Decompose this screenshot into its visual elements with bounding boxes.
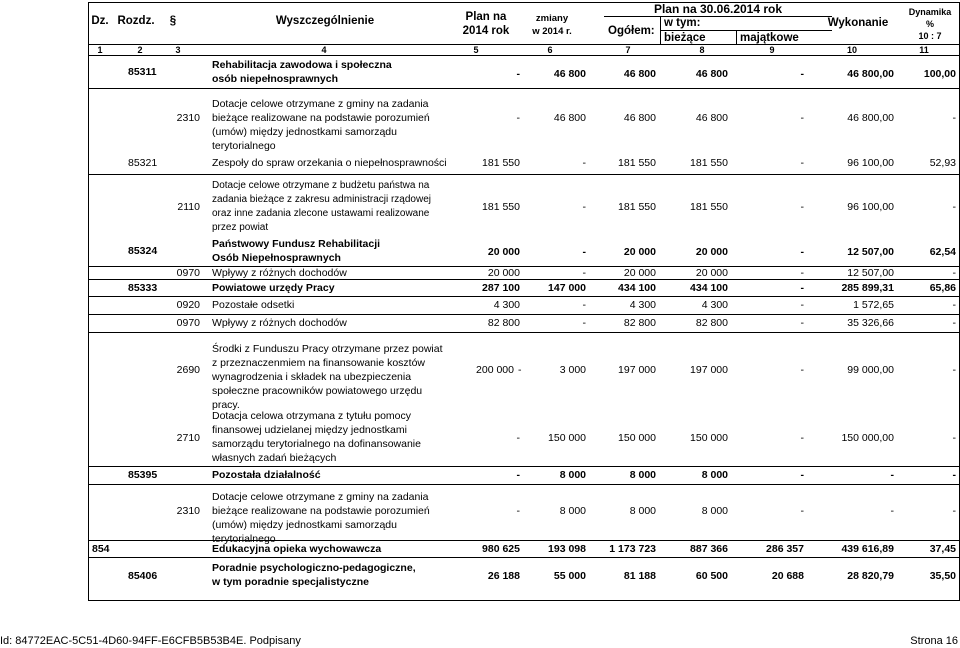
row-plan: 200 000 (476, 364, 514, 376)
row-biezace: 60 500 (695, 570, 728, 582)
row-majatkowe: - (800, 267, 804, 279)
row-wykonanie: 439 616,89 (841, 543, 894, 555)
row-zmiany: 150 000 (548, 432, 586, 444)
row-description: Państwowy Fundusz Rehabilitacji Osób Niepełnosprawnych (212, 238, 381, 264)
row-dynamika: - (952, 317, 956, 329)
column-number: 5 (473, 45, 479, 55)
row-majatkowe: - (800, 246, 804, 258)
row-code: 85321 (128, 157, 158, 169)
header-paragraf: § (169, 15, 177, 27)
row-code: 2110 (177, 201, 200, 213)
row-ogolem: 4 300 (629, 299, 656, 311)
row-plan: 181 550 (482, 201, 520, 213)
row-biezace: 197 000 (690, 364, 728, 376)
header-dynamika: Dynamika (908, 7, 952, 17)
row-biezace: 887 366 (690, 543, 728, 555)
row-wykonanie: 46 800,00 (847, 112, 894, 124)
row-plan: 20 000 (487, 246, 520, 258)
row-zmiany: - (582, 317, 586, 329)
row-zmiany: - (582, 157, 586, 169)
row-description: Poradnie psychologiczno-pedagogiczne, w tym poradnie specjalistyczne (212, 562, 416, 588)
row-code: 85395 (128, 469, 158, 481)
row-description: Środki z Funduszu Pracy otrzymane przez powiat z przeznaczenmiem na finansowanie kosztów wynagrodzenia i składek na ubezpieczenia społeczne pracowników powiatowego urzędu pracy. (212, 343, 443, 411)
row-plan: - (516, 68, 520, 80)
row-code: 0970 (176, 317, 200, 329)
column-number: 2 (137, 45, 143, 55)
row-plan: - (516, 505, 520, 517)
row-code: 85333 (128, 282, 158, 294)
row-wykonanie: 96 100,00 (847, 157, 894, 169)
row-ogolem: 150 000 (618, 432, 656, 444)
row-dynamika: 52,93 (929, 157, 956, 169)
row-majatkowe: - (800, 317, 804, 329)
row-zmiany: - (582, 246, 586, 258)
header-majatkowe: majątkowe (740, 32, 799, 44)
column-number: 3 (175, 45, 181, 55)
row-code: 85324 (128, 245, 158, 257)
header-ratio: 10 : 7 (918, 31, 942, 41)
row-description: Dotacje celowe otrzymane z gminy na zadania bieżące realizowane na podstawie porozumień (umów) między jednostkami samorządu terytorialnego (212, 491, 430, 545)
row-plan: 287 100 (482, 282, 520, 294)
column-number: 4 (321, 45, 327, 55)
row-biezace: 181 550 (690, 201, 728, 213)
row-ogolem: 8 000 (629, 469, 656, 481)
row-wykonanie: 96 100,00 (847, 201, 894, 213)
row-code: 0920 (176, 299, 200, 311)
row-dynamika: - (952, 267, 956, 279)
row-majatkowe: 286 357 (766, 543, 804, 555)
header-rozdz: Rozdz. (117, 15, 155, 27)
row-zmiany: 8 000 (559, 469, 586, 481)
header-ogolem: Ogółem: (608, 25, 655, 37)
row-majatkowe: - (800, 432, 804, 444)
row-description: Dotacja celowa otrzymana z tytułu pomocy finansowej udzielanej między jednostkami samorządu terytorialnego na dofinansowanie własnych zadań bieżących (212, 410, 421, 464)
row-ogolem: 20 000 (623, 246, 656, 258)
row-biezace: 181 550 (690, 157, 728, 169)
row-ogolem: 181 550 (618, 157, 656, 169)
row-biezace: 46 800 (695, 68, 728, 80)
row-plan: - (516, 112, 520, 124)
row-ogolem: 197 000 (618, 364, 656, 376)
row-code: 2310 (176, 505, 200, 517)
row-zmiany: 46 800 (553, 112, 586, 124)
column-number: 9 (769, 45, 775, 55)
row-zmiany-sign: - (518, 364, 522, 376)
row-wykonanie: - (890, 469, 894, 481)
row-dynamika: - (952, 469, 956, 481)
row-ogolem: 181 550 (618, 201, 656, 213)
row-dynamika: 65,86 (929, 282, 956, 294)
row-zmiany: - (582, 299, 586, 311)
row-dynamika: - (952, 112, 956, 124)
row-dynamika: - (952, 299, 956, 311)
row-ogolem: 20 000 (623, 267, 656, 279)
row-wykonanie: 1 572,65 (853, 299, 894, 311)
row-code: 2690 (176, 364, 200, 376)
row-majatkowe: - (800, 112, 804, 124)
row-majatkowe: - (800, 157, 804, 169)
column-number: 11 (919, 45, 929, 55)
row-plan: 4 300 (493, 299, 520, 311)
row-majatkowe: - (800, 68, 804, 80)
row-biezace: 150 000 (690, 432, 728, 444)
header-plan-date: Plan na 30.06.2014 rok (653, 2, 783, 16)
row-biezace: 4 300 (701, 299, 728, 311)
column-number: 8 (699, 45, 705, 55)
row-wykonanie: 12 507,00 (847, 246, 894, 258)
header-zmiany-line2: w 2014 r. (532, 26, 572, 37)
row-majatkowe: 20 688 (771, 570, 804, 582)
row-description: Edukacyjna opieka wychowawcza (212, 543, 382, 555)
row-wykonanie: 28 820,79 (847, 570, 894, 582)
row-biezace: 20 000 (695, 246, 728, 258)
row-code: 2710 (176, 432, 200, 444)
row-plan: 980 625 (482, 543, 520, 555)
row-wykonanie: 99 000,00 (847, 364, 894, 376)
row-dynamika: - (952, 432, 956, 444)
row-description: Dotacje celowe otrzymane z budżetu państwa na zadania bieżące z zakresu administracji rządowej oraz inne zadania zlecone ustawami realizowane przez powiat (212, 180, 431, 233)
row-wykonanie: 35 326,66 (847, 317, 894, 329)
row-zmiany: 3 000 (559, 364, 586, 376)
page-number: Strona 16 (910, 635, 958, 647)
document-id: Id: 84772EAC-5C51-4D60-94FF-E6CFB5B53B4E. Podpisany (0, 635, 301, 647)
row-description: Pozostałe odsetki (212, 299, 295, 311)
row-code: 854 (92, 543, 110, 555)
row-description: Pozostała działalność (212, 469, 321, 481)
column-number: 10 (846, 45, 857, 55)
row-dynamika: - (952, 364, 956, 376)
header-percent: % (925, 19, 934, 29)
row-wykonanie: 150 000,00 (841, 432, 894, 444)
row-description: Rehabilitacja zawodowa i społeczna osób niepełnosprawnych (212, 59, 392, 85)
row-majatkowe: - (800, 282, 804, 294)
row-biezace: 46 800 (695, 112, 728, 124)
row-zmiany: - (582, 201, 586, 213)
row-dynamika: 35,50 (929, 570, 956, 582)
header-w-tym: w tym: (664, 17, 701, 29)
row-ogolem: 82 800 (623, 317, 656, 329)
row-majatkowe: - (800, 469, 804, 481)
row-wykonanie: 46 800,00 (847, 68, 894, 80)
row-description: Dotacje celowe otrzymane z gminy na zadania bieżące realizowane na podstawie porozumień (umów) między jednostkami samorządu terytorialnego (212, 98, 430, 152)
row-wykonanie: - (890, 505, 894, 517)
row-biezace: 20 000 (695, 267, 728, 279)
row-ogolem: 46 800 (623, 68, 656, 80)
row-majatkowe: - (800, 299, 804, 311)
row-zmiany: 46 800 (553, 68, 586, 80)
row-code: 2310 (176, 112, 200, 124)
row-code: 0970 (176, 267, 200, 279)
row-zmiany: 55 000 (553, 570, 586, 582)
column-number: 7 (625, 45, 631, 55)
header-wyszczegolnienie: Wyszczególnienie (275, 15, 375, 27)
row-dynamika: 37,45 (929, 543, 956, 555)
row-ogolem: 46 800 (623, 112, 656, 124)
row-wykonanie: 285 899,31 (841, 282, 894, 294)
column-number: 6 (547, 45, 553, 55)
row-zmiany: 193 098 (548, 543, 586, 555)
row-plan: 26 188 (487, 570, 520, 582)
row-zmiany: 8 000 (559, 505, 586, 517)
row-zmiany: - (582, 267, 586, 279)
row-plan: 181 550 (482, 157, 520, 169)
row-biezace: 8 000 (701, 505, 728, 517)
row-plan: - (516, 469, 520, 481)
row-zmiany: 147 000 (548, 282, 586, 294)
row-ogolem: 1 173 723 (609, 543, 656, 555)
row-majatkowe: - (800, 364, 804, 376)
header-dz: Dz. (91, 15, 109, 27)
header-biezace: bieżące (664, 32, 706, 44)
row-majatkowe: - (800, 505, 804, 517)
row-majatkowe: - (800, 201, 804, 213)
header-plan-line1: Plan na (465, 11, 507, 23)
row-biezace: 434 100 (690, 282, 728, 294)
header-plan-line2: 2014 rok (462, 25, 510, 37)
row-dynamika: - (952, 505, 956, 517)
row-ogolem: 8 000 (629, 505, 656, 517)
row-dynamika: 62,54 (929, 246, 956, 258)
header-zmiany-line1: zmiany (535, 13, 569, 24)
row-ogolem: 81 188 (623, 570, 656, 582)
row-code: 85406 (128, 570, 158, 582)
row-biezace: 8 000 (701, 469, 728, 481)
row-ogolem: 434 100 (618, 282, 656, 294)
header-wykonanie: Wykonanie (827, 17, 889, 29)
row-dynamika: - (952, 201, 956, 213)
row-dynamika: 100,00 (923, 68, 956, 80)
row-wykonanie: 12 507,00 (847, 267, 894, 279)
row-description: Wpływy z różnych dochodów (212, 267, 347, 279)
row-plan: 20 000 (487, 267, 520, 279)
row-plan: - (516, 432, 520, 444)
row-description: Wpływy z różnych dochodów (212, 317, 347, 329)
row-code: 85311 (128, 66, 157, 78)
column-number: 1 (97, 45, 103, 55)
row-biezace: 82 800 (695, 317, 728, 329)
row-description: Zespoły do spraw orzekania o niepełnosprawności (212, 157, 447, 169)
row-description: Powiatowe urzędy Pracy (212, 282, 335, 294)
row-plan: 82 800 (487, 317, 520, 329)
